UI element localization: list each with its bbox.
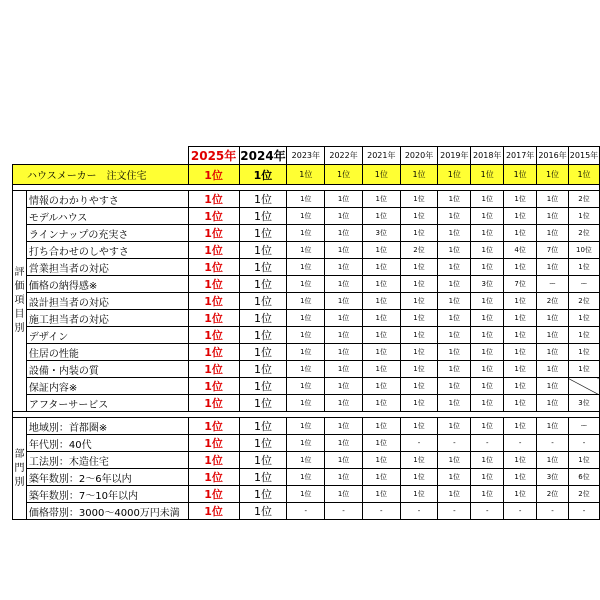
- row-value: 1位: [504, 469, 537, 486]
- row-value: 3位: [471, 276, 504, 293]
- row-value: 2位: [568, 293, 599, 310]
- row-value: 1位: [504, 191, 537, 208]
- row-value: 1位: [287, 276, 325, 293]
- year-header-9: 2016年: [537, 147, 569, 165]
- row-value: -: [438, 503, 471, 520]
- row-value: 1位: [471, 452, 504, 469]
- row-value: 1位: [504, 361, 537, 378]
- row-value: 1位: [362, 486, 400, 503]
- row-value: 1位: [239, 435, 287, 452]
- year-header-3: 2022年: [325, 147, 363, 165]
- table-row: [13, 276, 600, 293]
- row-value: 1位: [400, 452, 438, 469]
- row-value: 1位: [438, 486, 471, 503]
- row-value: 1位: [504, 208, 537, 225]
- row-value: 1位: [362, 435, 400, 452]
- row-value: -: [362, 503, 400, 520]
- row-value: 1位: [362, 242, 400, 259]
- row-value: 1位: [325, 259, 363, 276]
- row-value: 1位: [568, 361, 599, 378]
- row-value: 1位: [438, 276, 471, 293]
- row-value: 1位: [537, 259, 569, 276]
- row-value: 2位: [537, 486, 569, 503]
- row-value: 1位: [400, 344, 438, 361]
- row-value: 1位: [471, 378, 504, 395]
- row-label: 施工担当者の対応: [26, 310, 188, 327]
- row-value: 1位: [438, 418, 471, 435]
- row-value: 1位: [287, 310, 325, 327]
- ranking-table: [12, 146, 600, 520]
- year-header-0: 2025年: [188, 147, 239, 165]
- row-value: 1位: [188, 378, 239, 395]
- row-value: 1位: [239, 469, 287, 486]
- row-value: 1位: [362, 208, 400, 225]
- row-value: 1位: [188, 452, 239, 469]
- table-row: [13, 361, 600, 378]
- row-value: 1位: [568, 344, 599, 361]
- row-value: 1位: [438, 469, 471, 486]
- row-value: 1位: [400, 327, 438, 344]
- section-title-char: 価: [14, 281, 25, 292]
- row-value: 1位: [188, 191, 239, 208]
- year-header-2: 2023年: [287, 147, 325, 165]
- table-row: [13, 378, 600, 395]
- row-label: モデルハウス: [26, 208, 188, 225]
- row-value: 1位: [287, 225, 325, 242]
- row-value: 1位: [188, 310, 239, 327]
- main-ranking-row: [13, 165, 600, 185]
- row-value: -: [400, 503, 438, 520]
- row-value: 1位: [287, 242, 325, 259]
- year-header-8: 2017年: [504, 147, 537, 165]
- table-row: [13, 395, 600, 412]
- row-value: 2位: [568, 225, 599, 242]
- row-value: 1位: [325, 452, 363, 469]
- row-value: 1位: [325, 361, 363, 378]
- row-label: 保証内容※: [26, 378, 188, 395]
- row-value: 1位: [325, 395, 363, 412]
- row-value: 1位: [188, 344, 239, 361]
- row-value: 2位: [537, 293, 569, 310]
- table-row: [13, 242, 600, 259]
- row-value: 1位: [287, 208, 325, 225]
- row-value: 1位: [287, 327, 325, 344]
- row-value: 1位: [239, 225, 287, 242]
- row-value: 1位: [504, 310, 537, 327]
- row-value: -: [438, 435, 471, 452]
- row-value: 1位: [188, 435, 239, 452]
- table-row: [13, 208, 600, 225]
- year-header-7: 2018年: [471, 147, 504, 165]
- row-value: 1位: [325, 435, 363, 452]
- row-value: 1位: [537, 378, 569, 395]
- row-value: -: [325, 503, 363, 520]
- row-value: 1位: [438, 327, 471, 344]
- row-value: 7位: [537, 242, 569, 259]
- row-value: 1位: [287, 361, 325, 378]
- row-value: 1位: [438, 344, 471, 361]
- row-value: 1位: [537, 361, 569, 378]
- row-value: 1位: [568, 452, 599, 469]
- row-value: 1位: [471, 259, 504, 276]
- row-value: -: [537, 503, 569, 520]
- year-header-5: 2020年: [400, 147, 438, 165]
- row-value: 1位: [325, 208, 363, 225]
- row-value: 1位: [471, 242, 504, 259]
- row-value: 1位: [239, 293, 287, 310]
- row-label: ラインナップの充実さ: [26, 225, 188, 242]
- row-value: 1位: [504, 327, 537, 344]
- main-row-value: 1位: [400, 165, 438, 185]
- row-value: 1位: [287, 259, 325, 276]
- row-label: 築年数別：2～6年以内: [26, 469, 188, 486]
- row-value: 1位: [400, 418, 438, 435]
- row-value: 1位: [568, 259, 599, 276]
- row-value: 1位: [239, 418, 287, 435]
- main-row-value: 1位: [471, 165, 504, 185]
- row-value: 1位: [438, 310, 471, 327]
- section-title-text: [13, 448, 26, 490]
- row-value: 1位: [362, 361, 400, 378]
- row-value: 1位: [537, 418, 569, 435]
- row-value: 1位: [287, 418, 325, 435]
- table-row: [13, 344, 600, 361]
- row-value: 1位: [188, 276, 239, 293]
- main-row-value: 1位: [438, 165, 471, 185]
- year-header-row: [13, 147, 600, 165]
- row-value: 1位: [504, 293, 537, 310]
- row-value: -: [537, 435, 569, 452]
- row-value: 1位: [325, 486, 363, 503]
- row-value: 3位: [568, 395, 599, 412]
- row-value: 1位: [438, 191, 471, 208]
- row-value: 1位: [362, 191, 400, 208]
- row-value: 1位: [188, 361, 239, 378]
- row-value: 1位: [504, 418, 537, 435]
- row-value: 1位: [325, 327, 363, 344]
- row-value: 1位: [188, 293, 239, 310]
- row-value: 1位: [537, 191, 569, 208]
- row-value: 1位: [537, 344, 569, 361]
- row-value: 1位: [568, 310, 599, 327]
- row-value: 1位: [239, 344, 287, 361]
- row-value: 1位: [287, 378, 325, 395]
- row-value: 1位: [537, 310, 569, 327]
- table-row: [13, 327, 600, 344]
- year-header-4: 2021年: [362, 147, 400, 165]
- year-header-6: 2019年: [438, 147, 471, 165]
- row-value: 1位: [438, 208, 471, 225]
- row-value: 1位: [287, 486, 325, 503]
- row-value: 1位: [325, 276, 363, 293]
- row-value: 1位: [325, 344, 363, 361]
- row-value: -: [504, 503, 537, 520]
- row-value: 1位: [438, 361, 471, 378]
- main-row-value: 1位: [504, 165, 537, 185]
- year-header-1: 2024年: [239, 147, 287, 165]
- table-row: [13, 259, 600, 276]
- row-label: 価格帯別：3000～4000万円未満: [26, 503, 188, 520]
- row-value: 1位: [188, 242, 239, 259]
- row-value: 1位: [471, 361, 504, 378]
- table-row: [13, 452, 600, 469]
- row-label: 設計担当者の対応: [26, 293, 188, 310]
- row-value: 1位: [188, 418, 239, 435]
- row-value: -: [400, 435, 438, 452]
- row-value: 1位: [504, 395, 537, 412]
- row-label: 地域別：首都圏※: [26, 418, 188, 435]
- row-value: -: [568, 435, 599, 452]
- row-value: 1位: [471, 293, 504, 310]
- row-value: 1位: [239, 395, 287, 412]
- section-title-char: 別: [14, 323, 25, 334]
- row-value: 1位: [362, 452, 400, 469]
- row-value: 1位: [362, 418, 400, 435]
- row-value: 1位: [438, 259, 471, 276]
- row-value: 1位: [400, 378, 438, 395]
- row-value: 1位: [400, 310, 438, 327]
- row-value: 1位: [325, 418, 363, 435]
- row-label: 築年数別：7～10年以内: [26, 486, 188, 503]
- table-row: [13, 293, 600, 310]
- row-label: 住居の性能: [26, 344, 188, 361]
- row-value: 1位: [400, 191, 438, 208]
- row-value: 1位: [287, 191, 325, 208]
- row-value: 1位: [188, 327, 239, 344]
- row-value: 1位: [239, 310, 287, 327]
- row-value: 1位: [471, 418, 504, 435]
- row-value: 1位: [287, 395, 325, 412]
- main-row-value: 1位: [239, 165, 287, 185]
- section-title-char: 門: [14, 462, 25, 474]
- row-value: 1位: [239, 191, 287, 208]
- row-value: 1位: [188, 259, 239, 276]
- row-value: 2位: [400, 242, 438, 259]
- row-value: -: [471, 435, 504, 452]
- row-value: 1位: [362, 310, 400, 327]
- row-label: 年代別：40代: [26, 435, 188, 452]
- row-value: -: [287, 503, 325, 520]
- row-value: 1位: [239, 486, 287, 503]
- row-value: 1位: [400, 361, 438, 378]
- row-value: 1位: [400, 469, 438, 486]
- row-value: 1位: [239, 503, 287, 520]
- section-title: [13, 191, 27, 412]
- row-value: -: [471, 503, 504, 520]
- row-value: 1位: [471, 395, 504, 412]
- row-value: 1位: [239, 378, 287, 395]
- row-value: -: [504, 435, 537, 452]
- row-value: 6位: [568, 469, 599, 486]
- row-value: 1位: [400, 208, 438, 225]
- row-value: 1位: [287, 469, 325, 486]
- row-value: 1位: [239, 208, 287, 225]
- row-value: 1位: [471, 486, 504, 503]
- main-row-value: 1位: [568, 165, 599, 185]
- section-title-char: 評: [14, 267, 25, 278]
- row-value: 1位: [362, 293, 400, 310]
- row-value: 1位: [438, 293, 471, 310]
- row-value: 3位: [537, 469, 569, 486]
- row-value: 1位: [362, 469, 400, 486]
- row-value: 1位: [537, 208, 569, 225]
- row-value: 1位: [287, 344, 325, 361]
- row-value: 1位: [239, 452, 287, 469]
- row-value: 1位: [568, 208, 599, 225]
- row-value: 1位: [400, 486, 438, 503]
- row-value: 1位: [325, 242, 363, 259]
- section-title-char: 目: [14, 309, 25, 320]
- row-value: 1位: [239, 276, 287, 293]
- row-value: 1位: [568, 327, 599, 344]
- row-value: 1位: [325, 378, 363, 395]
- table-row: [13, 225, 600, 242]
- row-value: ー: [568, 418, 599, 435]
- row-value: 1位: [504, 225, 537, 242]
- table-row: [13, 503, 600, 520]
- row-label: 営業担当者の対応: [26, 259, 188, 276]
- table-row: [13, 486, 600, 503]
- row-value: 1位: [504, 452, 537, 469]
- row-value: 1位: [287, 452, 325, 469]
- row-value: 1位: [239, 361, 287, 378]
- row-value: ー: [568, 276, 599, 293]
- main-row-value: 1位: [287, 165, 325, 185]
- row-value: 1位: [287, 435, 325, 452]
- ranking-grid: [12, 146, 600, 520]
- row-label: 工法別：木造住宅: [26, 452, 188, 469]
- row-value: 1位: [438, 225, 471, 242]
- row-value: 1位: [362, 344, 400, 361]
- row-value: 1位: [438, 378, 471, 395]
- row-value: 1位: [325, 293, 363, 310]
- row-value: 1位: [325, 225, 363, 242]
- row-value: 1位: [471, 208, 504, 225]
- row-label: 価格の納得感※: [26, 276, 188, 293]
- row-value: 1位: [325, 191, 363, 208]
- main-row-label: ハウスメーカー 注文住宅: [13, 165, 189, 185]
- section-title-char: 項: [14, 295, 25, 306]
- row-value: 1位: [400, 225, 438, 242]
- row-label: デザイン: [26, 327, 188, 344]
- row-value: 1位: [239, 242, 287, 259]
- row-value: 10位: [568, 242, 599, 259]
- row-value: 1位: [400, 259, 438, 276]
- row-value: 2位: [568, 486, 599, 503]
- section-title: [13, 418, 27, 520]
- row-value: 1位: [537, 225, 569, 242]
- row-value: 1位: [362, 276, 400, 293]
- row-value: 1位: [287, 293, 325, 310]
- row-value: 2位: [568, 191, 599, 208]
- row-value: 4位: [504, 242, 537, 259]
- year-header-10: 2015年: [568, 147, 599, 165]
- row-value: 1位: [504, 259, 537, 276]
- row-value: 1位: [188, 469, 239, 486]
- row-value: 1位: [188, 486, 239, 503]
- row-value: 1位: [188, 395, 239, 412]
- row-value: 1位: [471, 225, 504, 242]
- table-row: [13, 191, 600, 208]
- row-value: 1位: [471, 191, 504, 208]
- main-row-value: 1位: [362, 165, 400, 185]
- row-value: 1位: [362, 327, 400, 344]
- row-value: 1位: [438, 395, 471, 412]
- row-value: 1位: [537, 327, 569, 344]
- row-label: アフターサービス: [26, 395, 188, 412]
- row-value: [568, 378, 599, 395]
- row-value: 1位: [325, 469, 363, 486]
- row-value: 1位: [239, 259, 287, 276]
- row-value: 1位: [537, 452, 569, 469]
- row-value: 1位: [188, 503, 239, 520]
- header-blank: [13, 147, 189, 165]
- section-title-text: [13, 266, 26, 336]
- row-value: 1位: [400, 276, 438, 293]
- row-value: 1位: [188, 225, 239, 242]
- row-label: 情報のわかりやすさ: [26, 191, 188, 208]
- row-value: 1位: [471, 327, 504, 344]
- row-value: 1位: [362, 378, 400, 395]
- row-value: 1位: [504, 378, 537, 395]
- table-row: [13, 469, 600, 486]
- row-value: -: [568, 503, 599, 520]
- row-value: 7位: [504, 276, 537, 293]
- row-value: 3位: [362, 225, 400, 242]
- row-value: 1位: [471, 310, 504, 327]
- row-value: 1位: [438, 242, 471, 259]
- row-value: 1位: [537, 395, 569, 412]
- row-label: 設備・内装の質: [26, 361, 188, 378]
- table-row: [13, 435, 600, 452]
- row-value: 1位: [362, 395, 400, 412]
- main-row-value: 1位: [537, 165, 569, 185]
- row-value: 1位: [325, 310, 363, 327]
- row-value: 1位: [471, 469, 504, 486]
- section-title-char: 部: [14, 448, 25, 460]
- row-value: 1位: [504, 344, 537, 361]
- row-value: 1位: [400, 395, 438, 412]
- row-value: 1位: [504, 486, 537, 503]
- table-row: [13, 310, 600, 327]
- row-value: 1位: [362, 259, 400, 276]
- row-value: 1位: [438, 452, 471, 469]
- row-value: ー: [537, 276, 569, 293]
- row-value: 1位: [239, 327, 287, 344]
- row-value: 1位: [188, 208, 239, 225]
- table-row: [13, 418, 600, 435]
- main-row-value: 1位: [325, 165, 363, 185]
- section-title-char: 別: [14, 476, 25, 488]
- row-label: 打ち合わせのしやすさ: [26, 242, 188, 259]
- row-value: 1位: [400, 293, 438, 310]
- main-row-value: 1位: [188, 165, 239, 185]
- row-value: 1位: [471, 344, 504, 361]
